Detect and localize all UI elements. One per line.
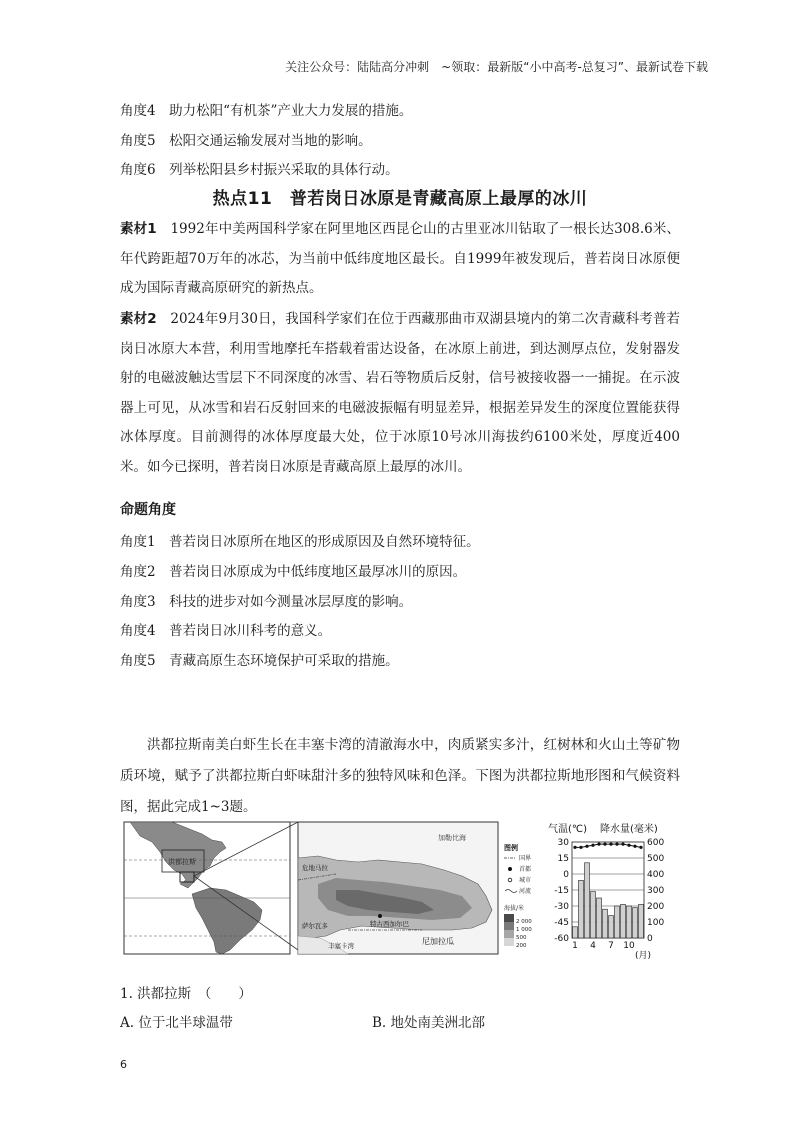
temp-point [639, 846, 642, 849]
page-number: 6 [120, 1058, 127, 1071]
elev-200: 200 [516, 943, 527, 949]
precip-bar [621, 904, 626, 938]
overview-box-label: 洪都拉斯 [168, 858, 196, 866]
material-1-text: 1992年中美两国科学家在阿里地区西昆仑山的古里亚冰川钻取了一根长达308.6米、年代跨距超70万年的冰芯，为当前中低纬度地区最长。自1999年被发现后，普若岗日冰原便成为国际青藏高原研究的新热点。 [120, 221, 680, 296]
precip-bar [591, 892, 596, 938]
temp-point [615, 843, 618, 846]
temp-point [573, 846, 576, 849]
americas-overview-map [124, 822, 298, 954]
precip-bar [579, 880, 584, 938]
precip-tick-label: 0 [647, 934, 653, 944]
gulf-label: 丰塞卡湾 [328, 942, 354, 950]
elevation-title: 海拔/米 [504, 905, 525, 912]
month-tick-label: 4 [590, 941, 596, 951]
temp-point [621, 843, 624, 846]
page-header: 关注公众号：陆陆高分冲刺 ~领取：最新版“小中高考-总复习”、最新试卷下载 [285, 60, 708, 74]
material-2 [120, 305, 680, 482]
temp-tick-label: -30 [554, 902, 569, 912]
month-tick-label: 1 [572, 941, 578, 951]
option-a: A. 位于北半球温带 [120, 1015, 233, 1031]
map-legend [504, 843, 532, 949]
temp-ticks [554, 838, 569, 944]
precip-bar [639, 904, 644, 938]
angle-1: 角度1 普若岗日冰原所在地区的形成原因及自然环境特征。 [120, 534, 480, 550]
temp-point [597, 843, 600, 846]
legend-capital: 首都 [519, 866, 532, 873]
precip-axis-title: 降水量(毫米) [600, 824, 658, 835]
month-tick-label: 7 [608, 941, 614, 951]
prev-angle-5: 角度5 松阳交通运输发展对当地的影响。 [120, 133, 372, 149]
precip-bar [633, 908, 638, 938]
precip-tick-label: 200 [647, 902, 665, 912]
precip-tick-label: 500 [647, 854, 665, 864]
temp-tick-label: -45 [554, 918, 569, 928]
salvador-label: 萨尔瓦多 [302, 922, 328, 930]
material-1-label: 素材1 [120, 221, 157, 237]
elev-2000: 2 000 [516, 919, 532, 925]
honduras-terrain-map [298, 822, 498, 954]
temp-tick-label: -15 [554, 886, 569, 896]
temp-tick-label: -60 [554, 934, 569, 944]
climate-chart [548, 822, 664, 961]
temp-line [575, 844, 641, 847]
guatemala-label: 危地马拉 [302, 864, 328, 872]
nicaragua-label: 尼加拉瓜 [422, 937, 454, 946]
precip-tick-label: 100 [647, 918, 665, 928]
precip-tick-label: 600 [647, 838, 665, 848]
temp-point [609, 843, 612, 846]
precip-ticks [647, 838, 664, 944]
elev-500: 500 [516, 935, 527, 941]
temp-point [633, 845, 636, 848]
figure [122, 818, 686, 968]
precip-bar [585, 863, 590, 938]
angle-3: 角度3 科技的进步对如今测量冰层厚度的影响。 [120, 594, 413, 610]
x-axis-title: (月) [635, 951, 652, 961]
capital-label: 特古西加尔巴 [370, 920, 409, 928]
temp-tick-label: 30 [557, 838, 569, 848]
legend-title: 图例 [504, 844, 518, 852]
angle-4: 角度4 普若岗日冰川科考的意义。 [120, 623, 332, 639]
precip-bar [603, 909, 608, 938]
sea-label: 加勒比海 [438, 834, 466, 842]
legend-city: 城市 [519, 877, 532, 884]
month-tick-label: 10 [623, 941, 635, 951]
question-1: 1. 洪都拉斯 （ ） [120, 986, 252, 1002]
temp-point [579, 846, 582, 849]
precip-bar [609, 916, 614, 938]
precip-tick-label: 300 [647, 886, 665, 896]
question-intro: 洪都拉斯南美白虾生长在丰塞卡湾的清澈海水中，肉质紧实多汁，红树林和火山土等矿物质环境，赋予了洪都拉斯白虾味甜汁多的独特风味和色泽。下图为洪都拉斯地形图和气候资料图，据此完成1~3题。 [120, 737, 680, 815]
legend-border: 国界 [519, 855, 532, 862]
temp-axis-title: 气温(℃) [548, 824, 588, 835]
angle-2: 角度2 普若岗日冰原成为中低纬度地区最厚冰川的原因。 [120, 564, 467, 580]
precip-bar [627, 906, 632, 938]
temp-tick-label: 0 [563, 870, 569, 880]
temp-point [627, 844, 630, 847]
temp-point [585, 845, 588, 848]
x-ticks [572, 941, 635, 951]
section-title: 热点11 普若岗日冰原是青藏高原上最厚的冰川 [212, 189, 588, 209]
temp-tick-label: 15 [557, 854, 569, 864]
option-b: B. 地处南美洲北部 [372, 1015, 486, 1031]
figure-svg [122, 818, 686, 968]
precip-tick-label: 400 [647, 870, 665, 880]
elev-1000: 1 000 [516, 927, 532, 933]
legend-river: 河流 [519, 888, 532, 895]
precip-bar [597, 898, 602, 938]
angles-heading: 命题角度 [120, 502, 176, 518]
material-2-text: 2024年9月30日，我国科学家们在位于西藏那曲市双湖县境内的第二次青藏科考普若岗日冰原大本营，利用雪地摩托车搭载着雷达设备，在冰原上前进，到达测厚点位，发射器发射的电磁波触达雪层下不同深度的冰雪、岩石等物质后反射，信号被接收器一一捕捉。在示波器上可见，从冰雪和岩石反射回来的电磁波振幅有明显差异，根据差异发生的深度位置能获得冰体厚度。目前测得的冰体厚度最大处，位于冰原10号冰川海拔约6100米处，厚度近400米。如今已探明，普若岗日冰原是青藏高原上最厚的冰川。 [120, 311, 680, 475]
angle-5: 角度5 青藏高原生态环境保护可采取的措施。 [120, 653, 399, 669]
capital-marker [378, 914, 382, 918]
prev-angle-6: 角度6 列举松阳县乡村振兴采取的具体行动。 [120, 162, 399, 178]
material-2-label: 素材2 [120, 311, 157, 327]
precip-bar [573, 927, 578, 938]
temp-point [591, 844, 594, 847]
temp-point [603, 843, 606, 846]
precip-bar [615, 906, 620, 938]
material-1 [120, 215, 680, 304]
prev-angle-4: 角度4 助力松阳“有机茶”产业大力发展的措施。 [120, 103, 413, 119]
